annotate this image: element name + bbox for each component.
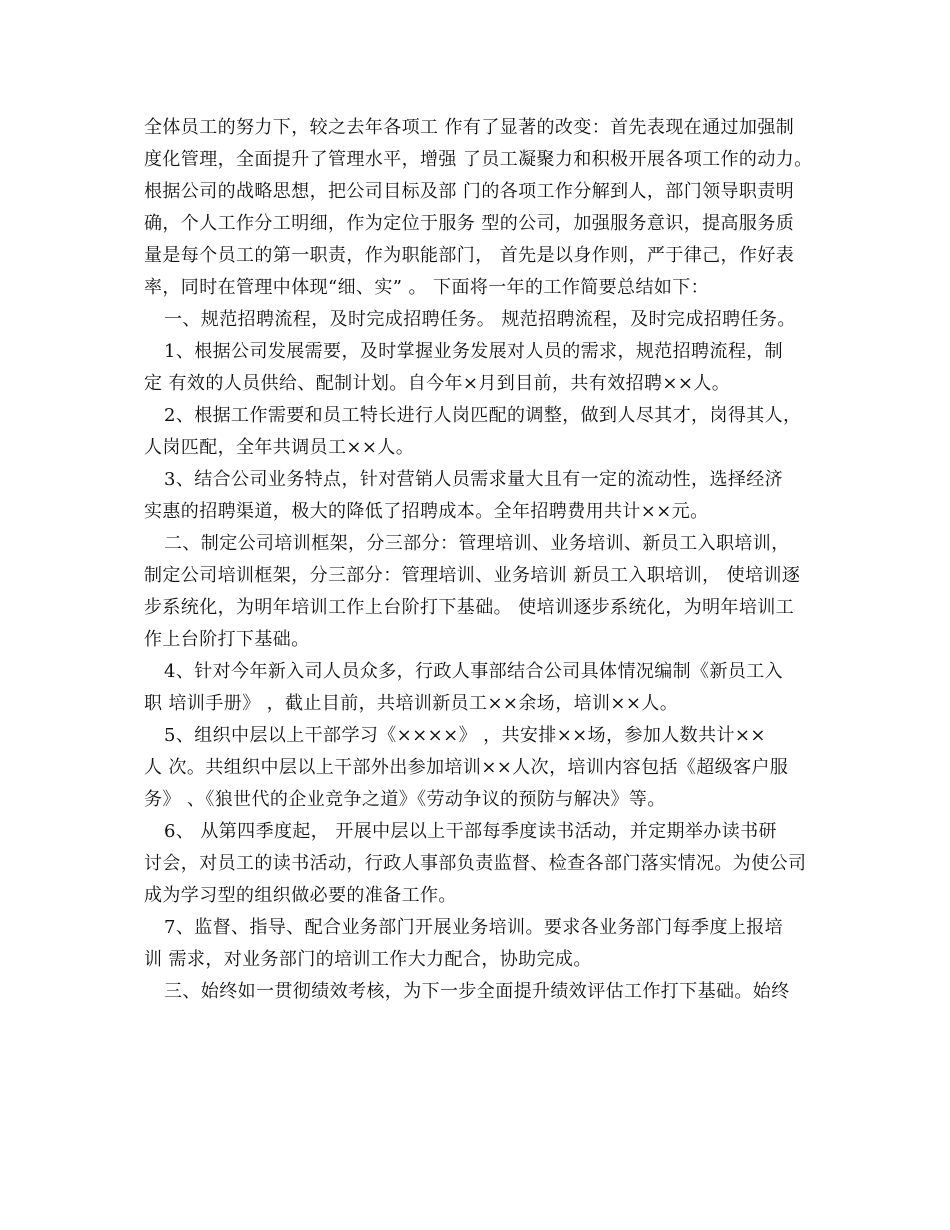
text-line: 1、根据公司发展需要，及时掌握业务发展对人员的需求，规范招聘流程，制: [164, 341, 784, 362]
section-heading: 一、规范招聘流程，及时完成招聘任务。 规范招聘流程，及时完成招聘任务。: [164, 309, 796, 330]
text-line: 7、监督、指导、配合业务部门开展业务培训。要求各业务部门每季度上报培: [164, 917, 784, 938]
text-line: 职 培训手册》 ，截止目前，共培训新员工××余场，培训××人。: [144, 693, 679, 714]
text-line: 2、根据工作需要和员工特长进行人岗匹配的调整，做到人尽其才，岗得其人，: [164, 405, 802, 426]
text-line: 作上台阶打下基础。: [144, 629, 310, 650]
text-line: 5、组织中层以上干部学习《××××》 ，共安排××场，参加人数共计××: [164, 725, 766, 746]
text-line: 度化管理，全面提升了管理水平，增强 了员工凝聚力和积极开展各项工作的动力。: [144, 149, 813, 170]
text-line: 全体员工的努力下，较之去年各项工 作有了显著的改变：首先表现在通过加强制: [144, 117, 795, 138]
text-line: 讨会，对员工的读书活动，行政人事部负责监督、检查各部门落实情况。为使公司: [144, 853, 807, 874]
text-line: 人岗匹配，全年共调员工××人。: [144, 437, 415, 458]
document-body: [144, 112, 816, 1008]
text-line: 成为学习型的组织做必要的准备工作。: [144, 885, 457, 906]
text-line: 3、结合公司业务特点，针对营销人员需求量大且有一定的流动性，选择经济: [164, 469, 784, 490]
section-heading: 三、始终如一贯彻绩效考核，为下一步全面提升绩效评估工作打下基础。始终: [164, 981, 790, 1002]
text-line: 率，同时在管理中体现“细、实” 。 下面将一年的工作简要总结如下：: [144, 277, 710, 298]
text-line: 根据公司的战略思想，把公司目标及部 门的各项工作分解到人，部门领导职责明: [144, 181, 795, 202]
text-line: 量是每个员工的第一职责，作为职能部门， 首先是以身作则，严于律己，作好表: [144, 245, 795, 266]
text-line: 6、 从第四季度起， 开展中层以上干部每季度读书活动，并定期举办读书研: [164, 821, 777, 842]
text-line: 定 有效的人员供给、配制计划。自今年×月到目前，共有效招聘××人。: [144, 373, 731, 394]
text-line: 制定公司培训框架，分三部分：管理培训、业务培训 新员工入职培训， 使培训逐: [144, 565, 801, 586]
text-line: 务》 、《狼世代的企业竞争之道》《劳动争议的预防与解决》等。: [144, 789, 666, 810]
section-heading: 二、制定公司培训框架，分三部分：管理培训、业务培训、新员工入职培训，: [164, 533, 790, 554]
text-line: 人 次。共组织中层以上干部外出参加培训××人次，培训内容包括《超级客户服: [144, 757, 789, 778]
text-line: 步系统化，为明年培训工作上台阶打下基础。 使培训逐步系统化，为明年培训工: [144, 597, 795, 618]
text-line: 训 需求，对业务部门的培训工作大力配合，协助完成。: [144, 949, 592, 970]
text-line: 确，个人工作分工明细，作为定位于服务 型的公司，加强服务意识，提高服务质: [144, 213, 795, 234]
text-line: 实惠的招聘渠道，极大的降低了招聘成本。全年招聘费用共计××元。: [144, 501, 709, 522]
text-line: 4、针对今年新入司人员众多，行政人事部结合公司具体情况编制《新员工入: [164, 661, 784, 682]
